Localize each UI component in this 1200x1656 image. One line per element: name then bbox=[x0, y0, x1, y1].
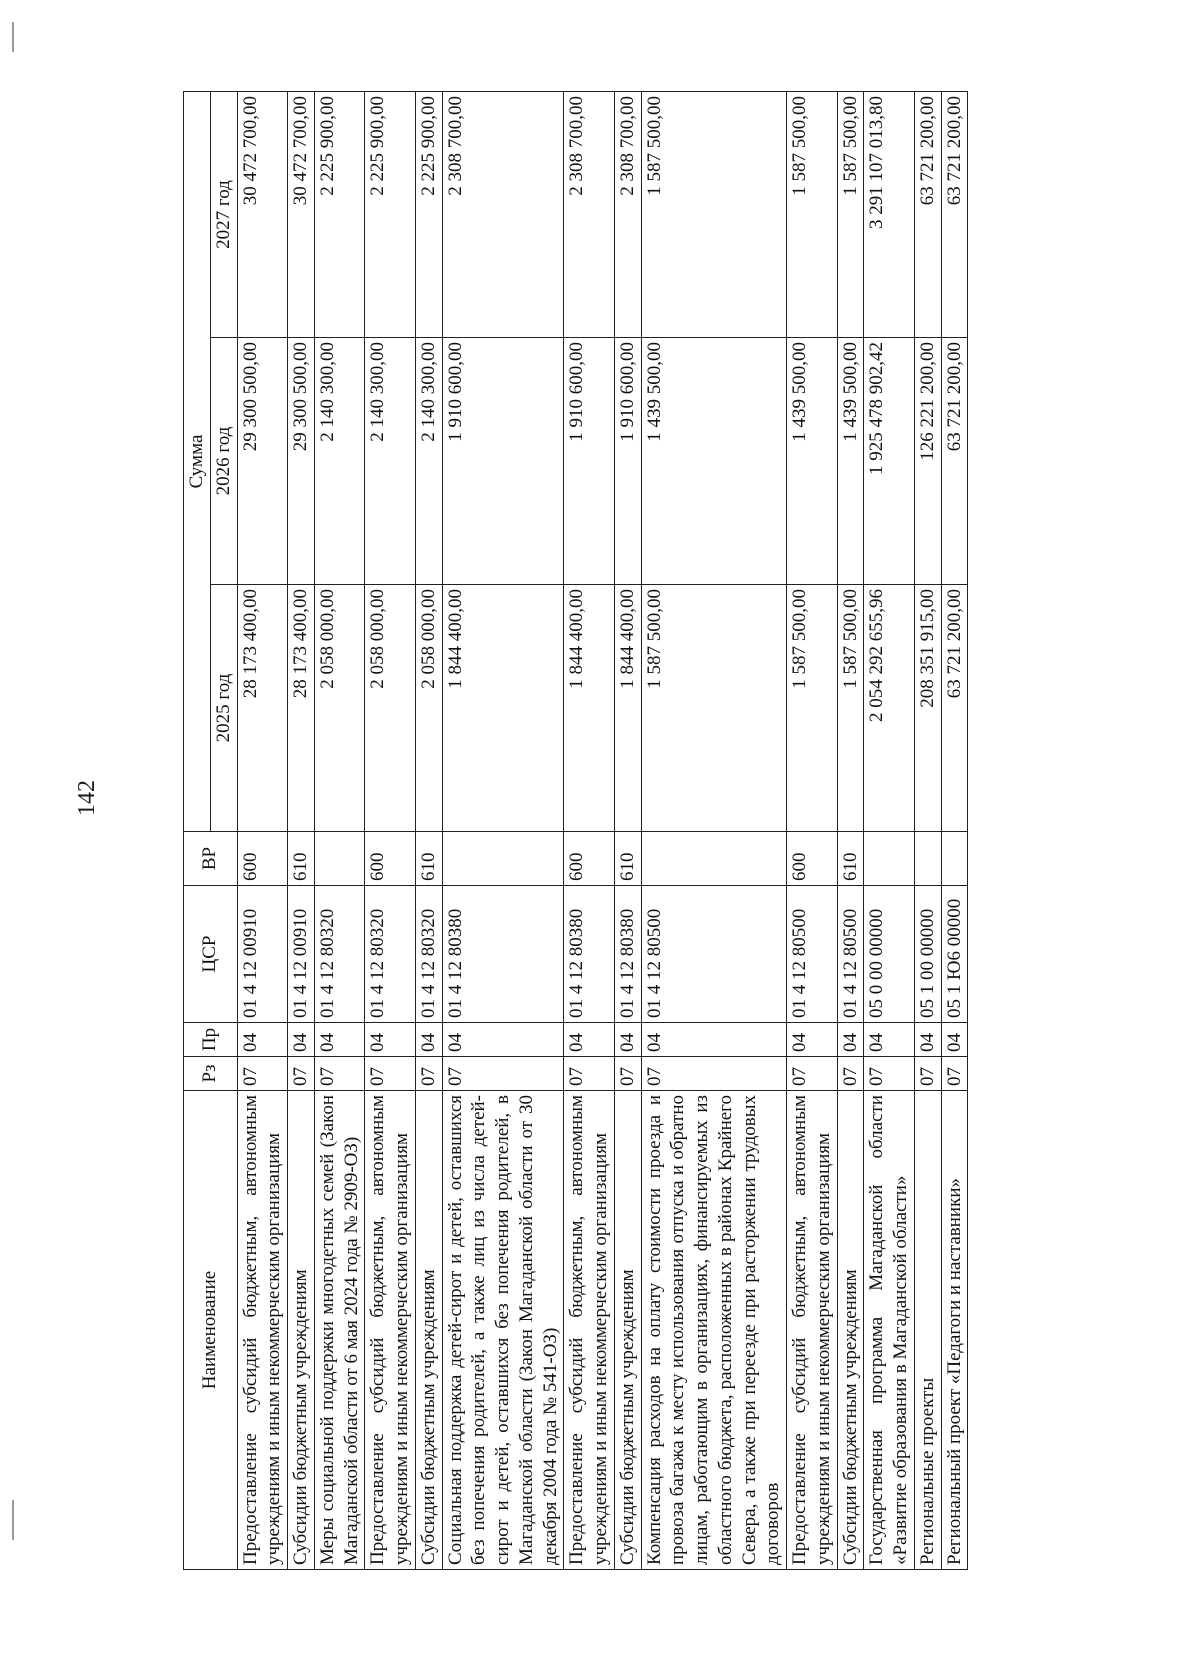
cell-name: Субсидии бюджетным учреждениям bbox=[614, 1091, 641, 1570]
cell-y2027: 2 308 700,00 bbox=[614, 92, 641, 338]
header-csr: ЦСР bbox=[184, 886, 238, 1023]
cell-csr: 01 4 12 00910 bbox=[237, 886, 288, 1023]
header-year-2026: 2026 год bbox=[210, 338, 237, 585]
table-body bbox=[237, 92, 968, 1570]
cell-rz: 07 bbox=[288, 1057, 315, 1091]
cell-rz: 07 bbox=[914, 1057, 941, 1091]
cell-pr: 04 bbox=[837, 1023, 864, 1057]
cell-y2025: 1 587 500,00 bbox=[787, 585, 838, 832]
cell-y2026: 1 925 478 902,42 bbox=[864, 338, 915, 585]
cell-y2025: 1 844 400,00 bbox=[564, 585, 615, 832]
table-row bbox=[941, 92, 968, 1570]
cell-name: Региональные проекты bbox=[914, 1091, 941, 1570]
cell-name: Предоставление субсидий бюджетным, автономным учреждениям и иным некоммерческим организациям bbox=[564, 1091, 615, 1570]
cell-y2026: 2 140 300,00 bbox=[365, 338, 416, 585]
cell-y2026: 1 439 500,00 bbox=[837, 338, 864, 585]
cell-rz: 07 bbox=[864, 1057, 915, 1091]
cell-y2026: 1 910 600,00 bbox=[564, 338, 615, 585]
cell-name: Предоставление субсидий бюджетным, автономным учреждениям и иным некоммерческим организациям bbox=[237, 1091, 288, 1570]
cell-vr: 610 bbox=[837, 832, 864, 886]
cell-y2025: 208 351 915,00 bbox=[914, 585, 941, 832]
cell-y2027: 63 721 200,00 bbox=[914, 92, 941, 338]
cell-vr bbox=[314, 832, 365, 886]
header-rz: Рз bbox=[184, 1057, 238, 1091]
table-row bbox=[787, 92, 838, 1570]
cell-pr: 04 bbox=[641, 1023, 787, 1057]
cell-y2027: 1 587 500,00 bbox=[787, 92, 838, 338]
cell-name: Предоставление субсидий бюджетным, автономным учреждениям и иным некоммерческим организациям bbox=[787, 1091, 838, 1570]
cell-csr: 01 4 12 80500 bbox=[787, 886, 838, 1023]
cell-vr: 600 bbox=[564, 832, 615, 886]
table-header bbox=[184, 92, 238, 1570]
rotated-table-container bbox=[183, 92, 1025, 1570]
table-row bbox=[365, 92, 416, 1570]
cell-rz: 07 bbox=[787, 1057, 838, 1091]
cell-y2026: 126 221 200,00 bbox=[914, 338, 941, 585]
cell-y2026: 1 910 600,00 bbox=[614, 338, 641, 585]
cell-rz: 07 bbox=[237, 1057, 288, 1091]
cell-pr: 04 bbox=[288, 1023, 315, 1057]
cell-name: Субсидии бюджетным учреждениям bbox=[837, 1091, 864, 1570]
cell-name: Предоставление субсидий бюджетным, автономным учреждениям и иным некоммерческим организациям bbox=[365, 1091, 416, 1570]
cell-rz: 07 bbox=[564, 1057, 615, 1091]
cell-y2027: 30 472 700,00 bbox=[288, 92, 315, 338]
cell-csr: 05 1 Ю6 00000 bbox=[941, 886, 968, 1023]
cell-csr: 01 4 12 80320 bbox=[314, 886, 365, 1023]
cell-vr: 600 bbox=[787, 832, 838, 886]
cell-vr: 610 bbox=[415, 832, 442, 886]
cell-vr: 610 bbox=[614, 832, 641, 886]
cell-csr: 01 4 12 80380 bbox=[614, 886, 641, 1023]
cell-y2027: 2 225 900,00 bbox=[365, 92, 416, 338]
cell-y2027: 2 308 700,00 bbox=[442, 92, 564, 338]
cell-csr: 01 4 12 80380 bbox=[564, 886, 615, 1023]
cell-pr: 04 bbox=[365, 1023, 416, 1057]
cell-y2026: 1 910 600,00 bbox=[442, 338, 564, 585]
cell-vr bbox=[941, 832, 968, 886]
cell-vr bbox=[914, 832, 941, 886]
cell-pr: 04 bbox=[314, 1023, 365, 1057]
scan-edge-bottom-mark bbox=[12, 1500, 14, 1540]
cell-y2025: 1 587 500,00 bbox=[641, 585, 787, 832]
cell-pr: 04 bbox=[415, 1023, 442, 1057]
cell-y2027: 30 472 700,00 bbox=[237, 92, 288, 338]
cell-y2025: 2 058 000,00 bbox=[415, 585, 442, 832]
cell-y2025: 1 844 400,00 bbox=[614, 585, 641, 832]
cell-y2027: 2 308 700,00 bbox=[564, 92, 615, 338]
cell-y2026: 1 439 500,00 bbox=[641, 338, 787, 585]
cell-csr: 05 1 00 00000 bbox=[914, 886, 941, 1023]
cell-name: Государственная программа Магаданской области «Развитие образования в Магаданской области» bbox=[864, 1091, 915, 1570]
cell-y2027: 2 225 900,00 bbox=[415, 92, 442, 338]
cell-y2026: 2 140 300,00 bbox=[314, 338, 365, 585]
cell-pr: 04 bbox=[941, 1023, 968, 1057]
table-row bbox=[837, 92, 864, 1570]
cell-y2025: 1 587 500,00 bbox=[837, 585, 864, 832]
cell-y2025: 2 058 000,00 bbox=[365, 585, 416, 832]
budget-table bbox=[183, 91, 968, 1570]
cell-name: Субсидии бюджетным учреждениям bbox=[288, 1091, 315, 1570]
cell-pr: 04 bbox=[787, 1023, 838, 1057]
cell-pr: 04 bbox=[864, 1023, 915, 1057]
header-year-2025: 2025 год bbox=[210, 585, 237, 832]
cell-vr: 600 bbox=[365, 832, 416, 886]
cell-name: Социальная поддержка детей-сирот и детей, оставшихся без попечения родителей, а также лиц из числа детей-сирот и детей, оставшихся без попечения родителей, в Магаданской области (Закон Магаданской области от 30 декабря 2004 года № 541-ОЗ) bbox=[442, 1091, 564, 1570]
cell-y2025: 28 173 400,00 bbox=[288, 585, 315, 832]
header-sum: Сумма bbox=[184, 92, 211, 832]
cell-y2025: 63 721 200,00 bbox=[941, 585, 968, 832]
cell-vr bbox=[641, 832, 787, 886]
cell-rz: 07 bbox=[415, 1057, 442, 1091]
cell-y2027: 2 225 900,00 bbox=[314, 92, 365, 338]
cell-y2027: 1 587 500,00 bbox=[837, 92, 864, 338]
cell-rz: 07 bbox=[837, 1057, 864, 1091]
cell-rz: 07 bbox=[314, 1057, 365, 1091]
cell-rz: 07 bbox=[641, 1057, 787, 1091]
cell-pr: 04 bbox=[614, 1023, 641, 1057]
cell-name: Меры социальной поддержки многодетных семей (Закон Магаданской области от 6 мая 2024 года № 2909-ОЗ) bbox=[314, 1091, 365, 1570]
cell-name: Компенсация расходов на оплату стоимости проезда и провоза багажа к месту использования отпуска и обратно лицам, работающим в организациях, финансируемых из областного бюджета, расположенных в районах Крайнего Севера, а также при переезде при расторжении трудовых договоров bbox=[641, 1091, 787, 1570]
table-row bbox=[314, 92, 365, 1570]
cell-rz: 07 bbox=[614, 1057, 641, 1091]
cell-vr: 610 bbox=[288, 832, 315, 886]
page-number: 142 bbox=[74, 780, 100, 816]
cell-y2026: 1 439 500,00 bbox=[787, 338, 838, 585]
table-row bbox=[415, 92, 442, 1570]
cell-y2026: 29 300 500,00 bbox=[237, 338, 288, 585]
cell-y2025: 1 844 400,00 bbox=[442, 585, 564, 832]
header-pr: Пр bbox=[184, 1023, 238, 1057]
table-row bbox=[237, 92, 288, 1570]
table-row bbox=[564, 92, 615, 1570]
scan-edge-top-mark bbox=[12, 22, 14, 52]
cell-y2027: 63 721 200,00 bbox=[941, 92, 968, 338]
header-vr: ВР bbox=[184, 832, 238, 886]
cell-y2026: 63 721 200,00 bbox=[941, 338, 968, 585]
cell-csr: 01 4 12 80500 bbox=[837, 886, 864, 1023]
header-name: Наименование bbox=[184, 1091, 238, 1570]
cell-rz: 07 bbox=[941, 1057, 968, 1091]
table-row bbox=[641, 92, 787, 1570]
table-row bbox=[288, 92, 315, 1570]
cell-vr bbox=[864, 832, 915, 886]
cell-csr: 05 0 00 00000 bbox=[864, 886, 915, 1023]
cell-y2025: 28 173 400,00 bbox=[237, 585, 288, 832]
cell-pr: 04 bbox=[914, 1023, 941, 1057]
cell-y2025: 2 054 292 655,96 bbox=[864, 585, 915, 832]
header-year-2027: 2027 год bbox=[210, 92, 237, 338]
cell-vr: 600 bbox=[237, 832, 288, 886]
table-row bbox=[442, 92, 564, 1570]
table-row bbox=[864, 92, 915, 1570]
cell-pr: 04 bbox=[237, 1023, 288, 1057]
cell-csr: 01 4 12 00910 bbox=[288, 886, 315, 1023]
cell-y2026: 2 140 300,00 bbox=[415, 338, 442, 585]
cell-name: Субсидии бюджетным учреждениям bbox=[415, 1091, 442, 1570]
cell-csr: 01 4 12 80320 bbox=[365, 886, 416, 1023]
cell-pr: 04 bbox=[442, 1023, 564, 1057]
cell-csr: 01 4 12 80380 bbox=[442, 886, 564, 1023]
table-row bbox=[614, 92, 641, 1570]
cell-rz: 07 bbox=[442, 1057, 564, 1091]
cell-y2027: 1 587 500,00 bbox=[641, 92, 787, 338]
cell-name: Региональный проект «Педагоги и наставники» bbox=[941, 1091, 968, 1570]
cell-y2026: 29 300 500,00 bbox=[288, 338, 315, 585]
cell-y2027: 3 291 107 013,80 bbox=[864, 92, 915, 338]
cell-vr bbox=[442, 832, 564, 886]
cell-pr: 04 bbox=[564, 1023, 615, 1057]
cell-csr: 01 4 12 80320 bbox=[415, 886, 442, 1023]
cell-y2025: 2 058 000,00 bbox=[314, 585, 365, 832]
table-row bbox=[914, 92, 941, 1570]
cell-rz: 07 bbox=[365, 1057, 416, 1091]
cell-csr: 01 4 12 80500 bbox=[641, 886, 787, 1023]
